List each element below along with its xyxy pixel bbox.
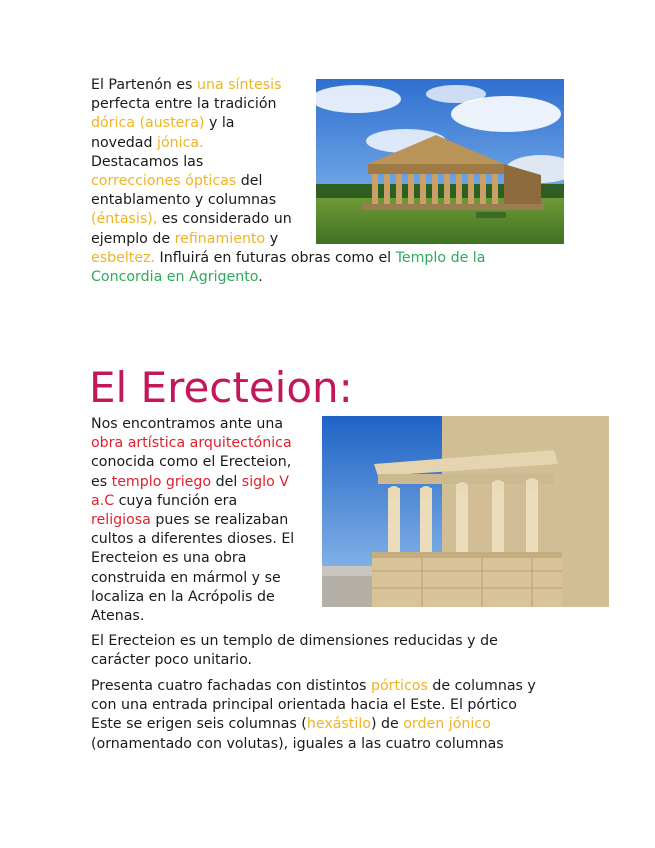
text-line: construida en mármol y se (91, 569, 281, 586)
text-line: perfecta entre la tradición (91, 96, 277, 113)
text-line: entablamento y columnas (91, 192, 277, 209)
text: novedad (91, 134, 158, 151)
text: ejemplo de (91, 230, 175, 247)
text: Presenta cuatro fachadas con distintos (91, 678, 371, 694)
text: es considerado un (157, 211, 292, 228)
highlight-term: una síntesis (196, 77, 282, 93)
highlight-term: jónica. (157, 134, 204, 151)
text: Este se erigen seis columnas ( (91, 716, 307, 733)
text: y la (204, 115, 235, 132)
highlight-term-green: Concordia en Agrigento (91, 269, 259, 286)
text-line: con una entrada principal orientada hacia el Este. El pórtico (91, 697, 517, 714)
text-line: Atenas. (91, 608, 145, 625)
text-line: localiza en la Acrópolis de (91, 588, 275, 605)
text-line: cultos a diferentes dioses. El (91, 531, 295, 548)
text: y (265, 230, 279, 247)
highlight-term-green: Templo de la (395, 249, 486, 266)
text: ) de (370, 716, 404, 733)
erecteion-image (322, 416, 609, 607)
text: del (211, 473, 242, 490)
page-title: El Erecteion: (89, 363, 353, 412)
text: del (236, 173, 263, 190)
text: . (258, 269, 263, 286)
text: cuya función era (114, 492, 238, 509)
highlight-term-red: a.C (91, 492, 115, 509)
text: El Partenón es (91, 77, 197, 93)
highlight-term: (éntasis), (91, 211, 158, 228)
highlight-term: dórica (austera) (91, 115, 205, 132)
text: pues se realizaban (150, 512, 289, 529)
highlight-term: correcciones ópticas (91, 173, 237, 190)
text-line: conocida como el Erecteion, (91, 454, 292, 471)
text-line: carácter poco unitario. (91, 652, 253, 669)
highlight-term: hexástilo (306, 716, 371, 733)
highlight-term-red: templo griego (111, 473, 212, 490)
highlight-term-red: siglo V (241, 473, 289, 490)
highlight-term: esbeltez. (91, 249, 156, 266)
text: Influirá en futuras obras como el (155, 249, 396, 266)
erecteion-paragraph (91, 415, 294, 626)
parthenon-image (316, 79, 564, 244)
highlight-term-red: obra artística arquitectónica (91, 435, 292, 452)
text-line: Nos encontramos ante una (91, 416, 284, 432)
erecteion-paragraph-2 (91, 632, 498, 670)
highlight-term: orden jónico (403, 716, 491, 733)
text: de columnas y (427, 678, 536, 694)
text-line: (ornamentado con volutas), iguales a las cuatro columnas (91, 735, 504, 752)
highlight-term: refinamiento (174, 230, 266, 247)
highlight-term-red: religiosa (91, 512, 151, 529)
erecteion-paragraph-3 (91, 677, 536, 754)
text-line: Erecteion es una obra (91, 550, 247, 567)
text-line: El Erecteion es un templo de dimensiones reducidas y de (91, 633, 498, 649)
text-line: Destacamos las (91, 153, 204, 170)
text: es (91, 473, 112, 490)
highlight-term: pórticos (370, 678, 428, 694)
